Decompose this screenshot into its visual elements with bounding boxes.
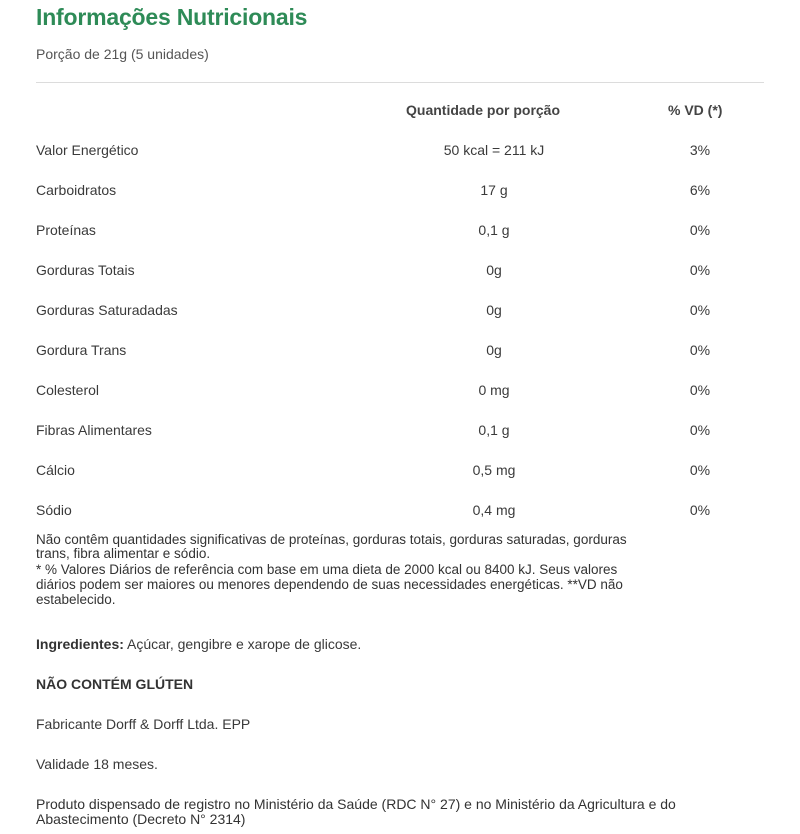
table-row xyxy=(0,342,800,362)
page-title: Informações Nutricionais xyxy=(36,4,308,30)
table-row xyxy=(0,382,800,402)
nutrient-vd: 0% xyxy=(689,342,711,358)
manufacturer: Fabricante Dorff & Dorff Ltda. EPP xyxy=(36,716,251,732)
footnote-line: * % Valores Diários de referência com base em uma dieta de 2000 kcal ou 8400 kJ. Seus valores xyxy=(36,562,618,577)
table-row xyxy=(0,222,800,242)
validity: Validade 18 meses. xyxy=(36,756,158,772)
gluten-warning: NÃO CONTÉM GLÚTEN xyxy=(36,676,194,692)
nutrient-name: Valor Energético xyxy=(36,142,139,158)
nutrient-quantity: 0g xyxy=(486,262,502,278)
ingredients-text: Açúcar, gengibre e xarope de glicose. xyxy=(123,636,362,652)
nutrient-vd: 0% xyxy=(689,422,711,438)
nutrient-vd: 0% xyxy=(689,262,711,278)
nutrient-quantity: 0,4 mg xyxy=(472,502,516,518)
nutrient-name: Gordura Trans xyxy=(36,342,127,358)
table-row xyxy=(0,462,800,482)
table-row xyxy=(0,502,800,522)
table-row xyxy=(0,262,800,282)
nutrient-name: Carboidratos xyxy=(36,182,117,198)
nutrient-vd: 0% xyxy=(689,302,711,318)
header-divider xyxy=(36,82,764,83)
nutrient-name: Cálcio xyxy=(36,462,75,478)
nutrient-name: Colesterol xyxy=(36,382,100,398)
nutrient-quantity: 0,1 g xyxy=(478,422,510,438)
portion-size: Porção de 21g (5 unidades) xyxy=(36,46,209,62)
nutrient-name: Proteínas xyxy=(36,222,96,238)
footnote-line: Não contêm quantidades significativas de proteínas, gorduras totais, gorduras saturadas, gorduras xyxy=(36,532,627,547)
table-row xyxy=(0,302,800,322)
registration-line: Produto dispensado de registro no Ministério da Saúde (RDC N° 27) e no Ministério da Agricultura e do xyxy=(36,796,676,812)
registration-line: Abastecimento (Decreto N° 2314) xyxy=(36,811,246,827)
nutrient-vd: 0% xyxy=(689,382,711,398)
nutrient-vd: 6% xyxy=(689,182,711,198)
nutrient-quantity: 0g xyxy=(486,342,502,358)
footnote-line: diários podem ser maiores ou menores dependendo de suas necessidades energéticas. **VD não xyxy=(36,577,623,592)
nutrient-vd: 0% xyxy=(689,462,711,478)
ingredients-label: Ingredientes: xyxy=(36,636,124,652)
column-header-vd: % VD (*) xyxy=(668,102,723,118)
table-row xyxy=(0,422,800,442)
footnote-line: estabelecido. xyxy=(36,592,116,607)
nutrient-vd: 0% xyxy=(689,502,711,518)
nutrient-quantity: 0,1 g xyxy=(478,222,510,238)
nutrient-name: Sódio xyxy=(36,502,72,518)
nutrient-quantity: 0,5 mg xyxy=(472,462,516,478)
nutrient-name: Gorduras Totais xyxy=(36,262,135,278)
nutrient-quantity: 17 g xyxy=(480,182,508,198)
nutrient-vd: 3% xyxy=(689,142,711,158)
nutrient-quantity: 50 kcal = 211 kJ xyxy=(443,142,545,158)
nutrient-name: Fibras Alimentares xyxy=(36,422,152,438)
ingredients xyxy=(36,636,361,652)
nutrient-quantity: 0 mg xyxy=(478,382,510,398)
nutrient-quantity: 0g xyxy=(486,302,502,318)
footnote-line: trans, fibra alimentar e sódio. xyxy=(36,546,211,561)
column-header-quantity: Quantidade por porção xyxy=(406,102,561,118)
nutrient-name: Gorduras Saturadadas xyxy=(36,302,178,318)
table-row xyxy=(0,142,800,162)
nutrient-vd: 0% xyxy=(689,222,711,238)
table-row xyxy=(0,182,800,202)
